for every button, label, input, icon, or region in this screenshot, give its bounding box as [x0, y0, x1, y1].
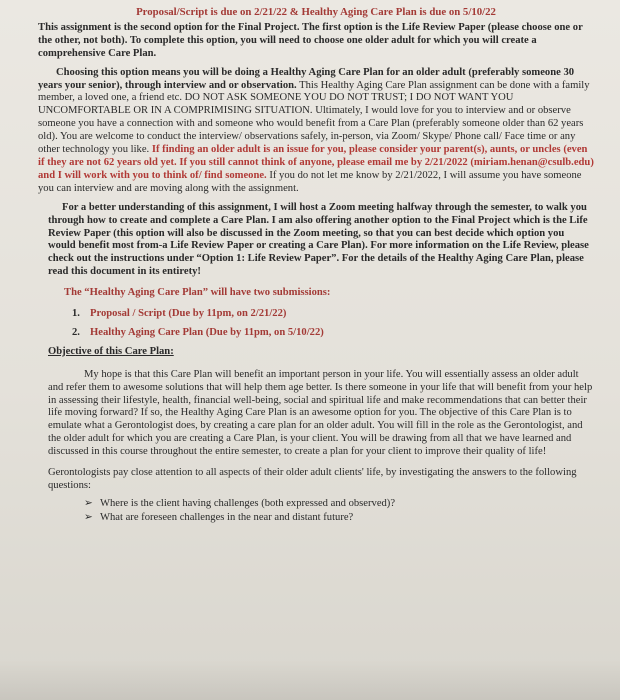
choosing-red-note: If finding an older adult is an issue for you, please consider your parent(s), aunts, or uncles (even if they are not 62 years old yet. If you still cannot think of anyone, please email me by 2/21/2022 (: [38, 144, 588, 168]
submissions-heading: The “Healthy Aging Care Plan” will have two submissions:: [64, 287, 331, 299]
question-item: [84, 512, 594, 525]
gerontologists-paragraph: Gerontologists pay close attention to all aspects of their older adult clients' life, by investigating the answers to the following questions:: [48, 467, 577, 491]
objective-heading: Objective of this Care Plan:: [48, 345, 174, 357]
choosing-body: This Healthy Aging Care Plan assignment can be done with a family member, a loved one, a friend etc. DO NOT ASK SOMEONE YOU DO NOT TRUST; I DO NOT WANT YOU UNCOMFORTABLE OR IN A COMPRIMISING SITUATION. Ultimately, I would love for you to interview and or observe someone you have a connection with and someone who would benefit from a Care Plan (preferably someone older than 62 years old). You are welcome to conduct the interview/ observations safely, in-person, via Zoom/ Skype/ Phone call/ Face time or any other technology you like.: [38, 79, 590, 156]
question-text: What are foreseen challenges in the near and distant future?: [100, 511, 354, 523]
question-item: [84, 498, 594, 511]
submission-item: [72, 327, 594, 340]
questions-list: [84, 498, 594, 525]
submission-number: 1.: [72, 308, 80, 320]
zoom-meeting-paragraph: For a better understanding of this assignment, I will host a Zoom meeting halfway through the semester, to walk you through how to create and complete a Care Plan. I am also offering another option to the Final Project which is the Life Review Paper (this option will also be discussed in the Zoom meeting, so that you can best decide which option you would benefit most from-a Life Review Paper or creating a Care Plan). For more information on the Life Review, please check out the instructions under “Option 1: Life Review Paper”. For the details of the Healthy Aging Care Plan, please read this document in its entirety!: [48, 201, 589, 278]
intro-paragraph: This assignment is the second option for the Final Project. The first option is the Life Review Paper (please choose one or the other, not both). To complete this option, you will need to choose one older adult for which you will create a comprehensive Care Plan.: [38, 21, 583, 59]
submission-item: [72, 308, 594, 321]
choosing-red-note-end: ) and I will work with you to think of/ find someone.: [38, 156, 594, 181]
due-dates-title: Proposal/Script is due on 2/21/22 & Healthy Aging Care Plan is due on 5/10/22: [136, 6, 496, 18]
instructor-email-link[interactable]: miriam.henan@csulb.edu: [473, 156, 591, 168]
submission-text: Healthy Aging Care Plan (Due by 11pm, on 5/10/22): [90, 326, 324, 338]
arrow-bullet-icon: ➢: [84, 511, 93, 523]
choosing-paragraph: [38, 67, 594, 196]
choosing-tail: If you do not let me know by 2/21/2022, I will assume you have someone you can interview and are moving along with the assignment.: [38, 169, 582, 194]
arrow-bullet-icon: ➢: [84, 497, 93, 509]
choosing-bold-lead: Choosing this option means you will be doing a Healthy Aging Care Plan for an older adult (preferably someone 30 years your senior), through interview and or observation.: [38, 66, 575, 91]
question-text: Where is the client having challenges (both expressed and observed)?: [100, 497, 396, 509]
submission-number: 2.: [72, 326, 80, 338]
submissions-list: [72, 308, 594, 340]
submission-text: Proposal / Script (Due by 11pm, on 2/21/22): [90, 308, 287, 320]
objective-paragraph: My hope is that this Care Plan will benefit an important person in your life. You will essentially assess an older adult and refer them to awesome solutions that will help them age better. Is there someone in your life that will benefit from your help in assessing their lifestyle, health, financial well-being, social and spiritual life and make recommendations that can better their life moving forward? If so, the Healthy Aging Care Plan is an awesome option for you. The objective of this Care Plan is to emulate what a Gerontologist does, by creating a care plan for an older adult. You will fill in the role as the Gerontologist, and the older adult for which you are creating a Care Plan, is your client. You will be drawing from all that we have learned and discussed in this course throughout the entire semester, to create a plan for your client to improve their quality of life!: [48, 368, 593, 458]
